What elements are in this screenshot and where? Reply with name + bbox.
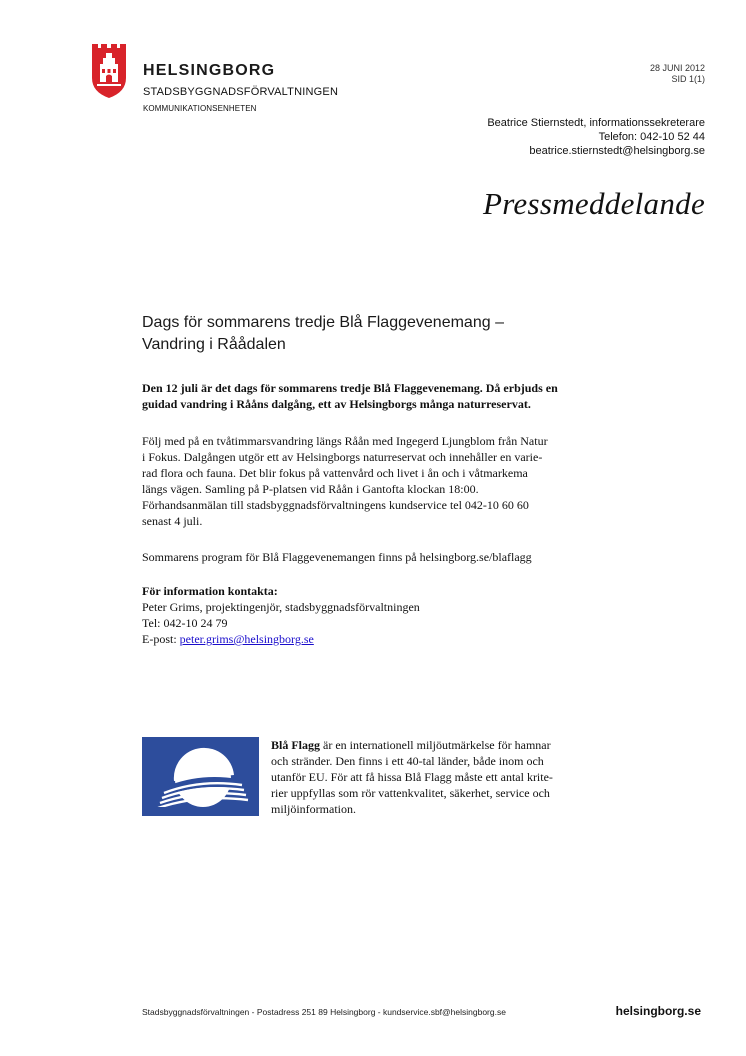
department-name: STADSBYGGNADSFÖRVALTNINGEN: [143, 86, 339, 98]
paragraph-line: längs vägen. Samling på P-platsen vid Råån i Gantofta klockan 18:00.: [142, 482, 479, 496]
contact-info-section: [142, 583, 612, 647]
headline: [142, 312, 642, 356]
paragraph-line: rad flora och fauna. Det blir fokus på vattenvård och livet i ån och i våtmarkema: [142, 466, 528, 480]
contact-name: Beatrice Stiernstedt, informationssekreterare: [487, 117, 705, 129]
email-link[interactable]: peter.grims@helsingborg.se: [179, 632, 314, 646]
email-label: E-post:: [142, 632, 180, 646]
headline-line: Dags för sommarens tredje Blå Flaggevenemang –: [142, 314, 504, 331]
lead-paragraph: [142, 380, 612, 412]
date-block: [650, 63, 705, 85]
footer-website[interactable]: helsingborg.se: [615, 1004, 701, 1018]
paragraph-line: Förhandsanmälan till stadsbyggnadsförvaltningens kundservice tel 042-10 60 60: [142, 498, 529, 512]
contact-phone: Telefon: 042-10 52 44: [598, 131, 705, 143]
contact-person: Peter Grims, projektingenjör, stadsbyggnadsförvaltningen: [142, 600, 420, 614]
blue-flag-description: [271, 737, 606, 817]
description-line: rier uppfyllas som rör vattenkvalitet, säkerhet, service och: [271, 786, 550, 800]
unit-name: KOMMUNIKATIONSENHETEN: [143, 104, 257, 113]
blue-flag-logo: [142, 737, 259, 816]
contact-email: beatrice.stiernstedt@helsingborg.se: [529, 145, 705, 157]
contact-block: [487, 116, 705, 158]
page-number: SID 1(1): [671, 74, 705, 84]
description-text: är en internationell miljöutmärkelse för hamnar: [320, 738, 551, 752]
contact-email-line: [142, 631, 612, 647]
contact-info-label: För information kontakta:: [142, 584, 278, 598]
description-line: [271, 737, 606, 753]
blue-flag-term: Blå Flagg: [271, 738, 321, 752]
document-date: 28 JUNI 2012: [649, 63, 705, 73]
description-line: och stränder. Den finns i ett 40-tal länder, både inom och: [271, 754, 544, 768]
paragraph-line: senast 4 juli.: [142, 514, 203, 528]
footer-address: Stadsbyggnadsförvaltningen - Postadress 251 89 Helsingborg - kundservice.sbf@helsingborg.se: [142, 1007, 506, 1017]
description-line: utanför EU. För att få hissa Blå Flagg måste ett antal krite-: [271, 770, 553, 784]
headline-line: Vandring i Råådalen: [142, 336, 286, 353]
lead-line: guidad vandring i Rååns dalgång, ett av Helsingborgs många naturreservat.: [142, 397, 531, 411]
lead-line: Den 12 juli är det dags för sommarens tredje Blå Flaggevenemang. Då erbjuds en: [142, 381, 558, 395]
blue-flag-emblem-icon: [142, 737, 259, 816]
description-line: miljöinformation.: [271, 802, 356, 816]
city-crest-logo: [92, 44, 126, 98]
contact-tel: Tel: 042-10 24 79: [142, 616, 228, 630]
paragraph-line: i Fokus. Dalgången utgör ett av Helsingborgs naturreservat och innehåller en varie-: [142, 450, 543, 464]
paragraph-line: Följ med på en tvåtimmarsvandring längs Råån med Ingegerd Ljungblom från Natur: [142, 434, 548, 448]
program-paragraph: Sommarens program för Blå Flaggevenemangen finns på helsingborg.se/blaflagg: [142, 550, 532, 564]
body-paragraph: [142, 433, 612, 529]
org-name: HELSINGBORG: [143, 62, 276, 79]
document-type-title: Pressmeddelande: [482, 186, 705, 221]
